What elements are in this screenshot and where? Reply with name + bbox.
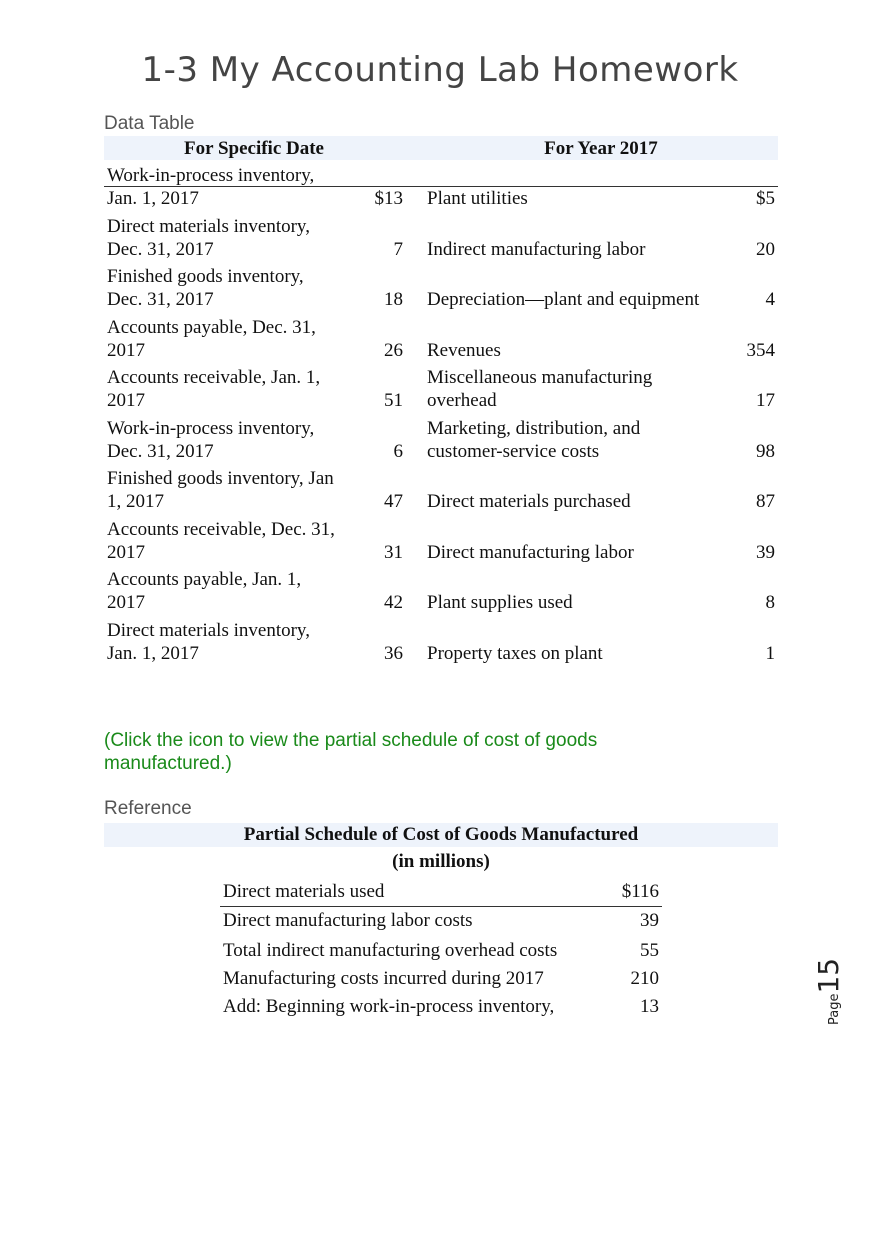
date-item-label bbox=[107, 366, 362, 412]
date-item-label-line: 2017 bbox=[107, 390, 145, 411]
date-item-label bbox=[107, 316, 362, 362]
date-item-amount: 36 bbox=[384, 642, 403, 664]
table-row bbox=[104, 366, 778, 417]
schedule-table bbox=[220, 878, 662, 1021]
year-item-label-line: Revenues bbox=[427, 339, 501, 361]
year-item-label bbox=[427, 316, 727, 362]
schedule-link-note[interactable]: (Click the icon to view the partial schedule of cost of goods manufactured.) bbox=[104, 730, 598, 774]
date-item-label-line: Accounts receivable, Dec. 31, bbox=[107, 518, 335, 540]
year-item-label bbox=[427, 619, 727, 665]
data-table-rows bbox=[104, 160, 778, 669]
schedule-row-label: Add: Beginning work-in-process inventory, bbox=[223, 996, 555, 1017]
date-item-amount: 6 bbox=[393, 440, 403, 462]
table-row bbox=[104, 618, 778, 669]
schedule-row-amount: 55 bbox=[640, 940, 659, 961]
schedule-row-amount: 13 bbox=[640, 996, 659, 1017]
table-row bbox=[104, 160, 778, 214]
year-item-label-line bbox=[427, 316, 727, 339]
table-row bbox=[104, 517, 778, 568]
schedule-row bbox=[220, 965, 662, 993]
date-item-label-line: 2017 bbox=[107, 592, 145, 613]
year-item-label-line: Direct manufacturing labor bbox=[427, 541, 634, 563]
year-item-label-line bbox=[427, 568, 727, 591]
date-item-label bbox=[107, 164, 362, 210]
page-title: 1-3 My Accounting Lab Homework bbox=[141, 50, 739, 90]
year-item-label-line bbox=[427, 265, 727, 288]
date-item-label-line: Dec. 31, 2017 bbox=[107, 289, 214, 310]
year-item-amount: 98 bbox=[756, 440, 775, 462]
year-item-label-line: Direct materials purchased bbox=[427, 491, 631, 512]
year-item-label-line: Indirect manufacturing labor bbox=[427, 238, 646, 260]
header-year: For Year 2017 bbox=[544, 138, 658, 159]
year-item-label-line: Property taxes on plant bbox=[427, 642, 603, 664]
year-item-label bbox=[427, 417, 727, 463]
date-item-label bbox=[107, 568, 362, 614]
year-item-label-line: Plant utilities bbox=[427, 188, 528, 209]
year-item-label bbox=[427, 164, 727, 210]
year-item-label-line: Marketing, distribution, and bbox=[427, 417, 641, 439]
date-item-amount: 51 bbox=[384, 390, 403, 411]
year-item-amount: 17 bbox=[756, 390, 775, 411]
date-item-label bbox=[107, 619, 362, 665]
year-item-label bbox=[427, 518, 727, 564]
page-number bbox=[812, 935, 852, 1025]
date-item-amount: 26 bbox=[384, 339, 403, 361]
year-item-amount: 20 bbox=[756, 238, 775, 260]
year-item-amount: $5 bbox=[756, 188, 775, 209]
schedule-row-amount: 39 bbox=[640, 910, 659, 931]
data-table bbox=[104, 136, 778, 669]
schedule-row-label: Direct manufacturing labor costs bbox=[223, 910, 473, 931]
year-item-label-line: Plant supplies used bbox=[427, 592, 573, 613]
date-item-label bbox=[107, 215, 362, 261]
date-item-label-line: Accounts payable, Dec. 31, bbox=[107, 316, 316, 338]
year-item-label-line: overhead bbox=[427, 390, 497, 411]
year-item-label-line: Miscellaneous manufacturing bbox=[427, 367, 653, 388]
schedule-row-amount: $116 bbox=[621, 881, 659, 902]
date-item-label-line: Work-in-process inventory, bbox=[107, 165, 315, 186]
schedule-row bbox=[220, 935, 662, 965]
date-item-label-line: Finished goods inventory, bbox=[107, 266, 304, 287]
date-item-label bbox=[107, 518, 362, 564]
schedule-subheading: (in millions) bbox=[392, 851, 490, 872]
date-item-label-line: Jan. 1, 2017 bbox=[107, 642, 199, 664]
table-row bbox=[104, 315, 778, 366]
date-item-label-line: Jan. 1, 2017 bbox=[107, 188, 199, 209]
schedule-row bbox=[220, 993, 662, 1021]
year-item-label-line: customer-service costs bbox=[427, 440, 600, 462]
year-item-label-line bbox=[427, 619, 727, 642]
table-row bbox=[104, 214, 778, 265]
date-item-label bbox=[107, 467, 362, 513]
date-item-label-line: 2017 bbox=[107, 339, 145, 361]
date-item-label-line: Dec. 31, 2017 bbox=[107, 238, 214, 260]
year-item-amount: 87 bbox=[756, 491, 775, 512]
date-item-label-line: Direct materials inventory, bbox=[107, 619, 310, 641]
year-item-label-line bbox=[427, 467, 727, 490]
date-item-label-line: Direct materials inventory, bbox=[107, 215, 310, 237]
schedule-row bbox=[220, 878, 662, 907]
year-item-label bbox=[427, 467, 727, 513]
date-item-amount: 7 bbox=[393, 238, 403, 260]
date-item-amount: 42 bbox=[384, 592, 403, 613]
year-item-label bbox=[427, 215, 727, 261]
date-item-label-line: Finished goods inventory, Jan bbox=[107, 468, 334, 489]
year-item-amount: 354 bbox=[746, 339, 775, 361]
schedule-row bbox=[220, 907, 662, 935]
date-item-label-line: 1, 2017 bbox=[107, 491, 164, 512]
schedule-heading: Partial Schedule of Cost of Goods Manufactured bbox=[104, 823, 778, 847]
date-item-amount: 47 bbox=[384, 491, 403, 512]
data-table-label: Data Table bbox=[104, 113, 195, 134]
table-row bbox=[104, 568, 778, 619]
year-item-amount: 4 bbox=[765, 289, 775, 310]
year-item-label-line bbox=[427, 215, 727, 238]
date-item-amount: 18 bbox=[384, 289, 403, 310]
schedule-row-label: Manufacturing costs incurred during 2017 bbox=[223, 968, 544, 989]
header-specific-date: For Specific Date bbox=[184, 138, 324, 159]
year-item-label-line bbox=[427, 164, 727, 187]
year-item-label bbox=[427, 366, 727, 412]
reference-label: Reference bbox=[104, 798, 192, 819]
table-row bbox=[104, 416, 778, 467]
date-item-label-line: Dec. 31, 2017 bbox=[107, 440, 214, 462]
year-item-label-line: Depreciation—plant and equipment bbox=[427, 289, 700, 310]
date-item-label-line: Work-in-process inventory, bbox=[107, 417, 315, 439]
page-number-value: 15 bbox=[812, 957, 845, 994]
year-item-amount: 1 bbox=[765, 642, 775, 664]
table-row bbox=[104, 265, 778, 316]
date-item-amount: 31 bbox=[384, 541, 403, 563]
data-table-header bbox=[104, 136, 778, 160]
schedule-row-amount: 210 bbox=[630, 968, 659, 989]
date-item-label-line: Accounts receivable, Jan. 1, bbox=[107, 367, 321, 388]
year-item-amount: 39 bbox=[756, 541, 775, 563]
table-row bbox=[104, 467, 778, 518]
year-item-label bbox=[427, 568, 727, 614]
year-item-label bbox=[427, 265, 727, 311]
date-item-label-line: 2017 bbox=[107, 541, 145, 563]
date-item-label-line: Accounts payable, Jan. 1, bbox=[107, 569, 302, 590]
date-item-label bbox=[107, 265, 362, 311]
date-item-label bbox=[107, 417, 362, 463]
page-word: Page bbox=[827, 993, 842, 1025]
schedule-row-label: Total indirect manufacturing overhead costs bbox=[223, 940, 558, 961]
year-item-amount: 8 bbox=[765, 592, 775, 613]
schedule-row-label: Direct materials used bbox=[223, 881, 385, 902]
date-item-amount: $13 bbox=[374, 188, 403, 209]
year-item-label-line bbox=[427, 518, 727, 541]
